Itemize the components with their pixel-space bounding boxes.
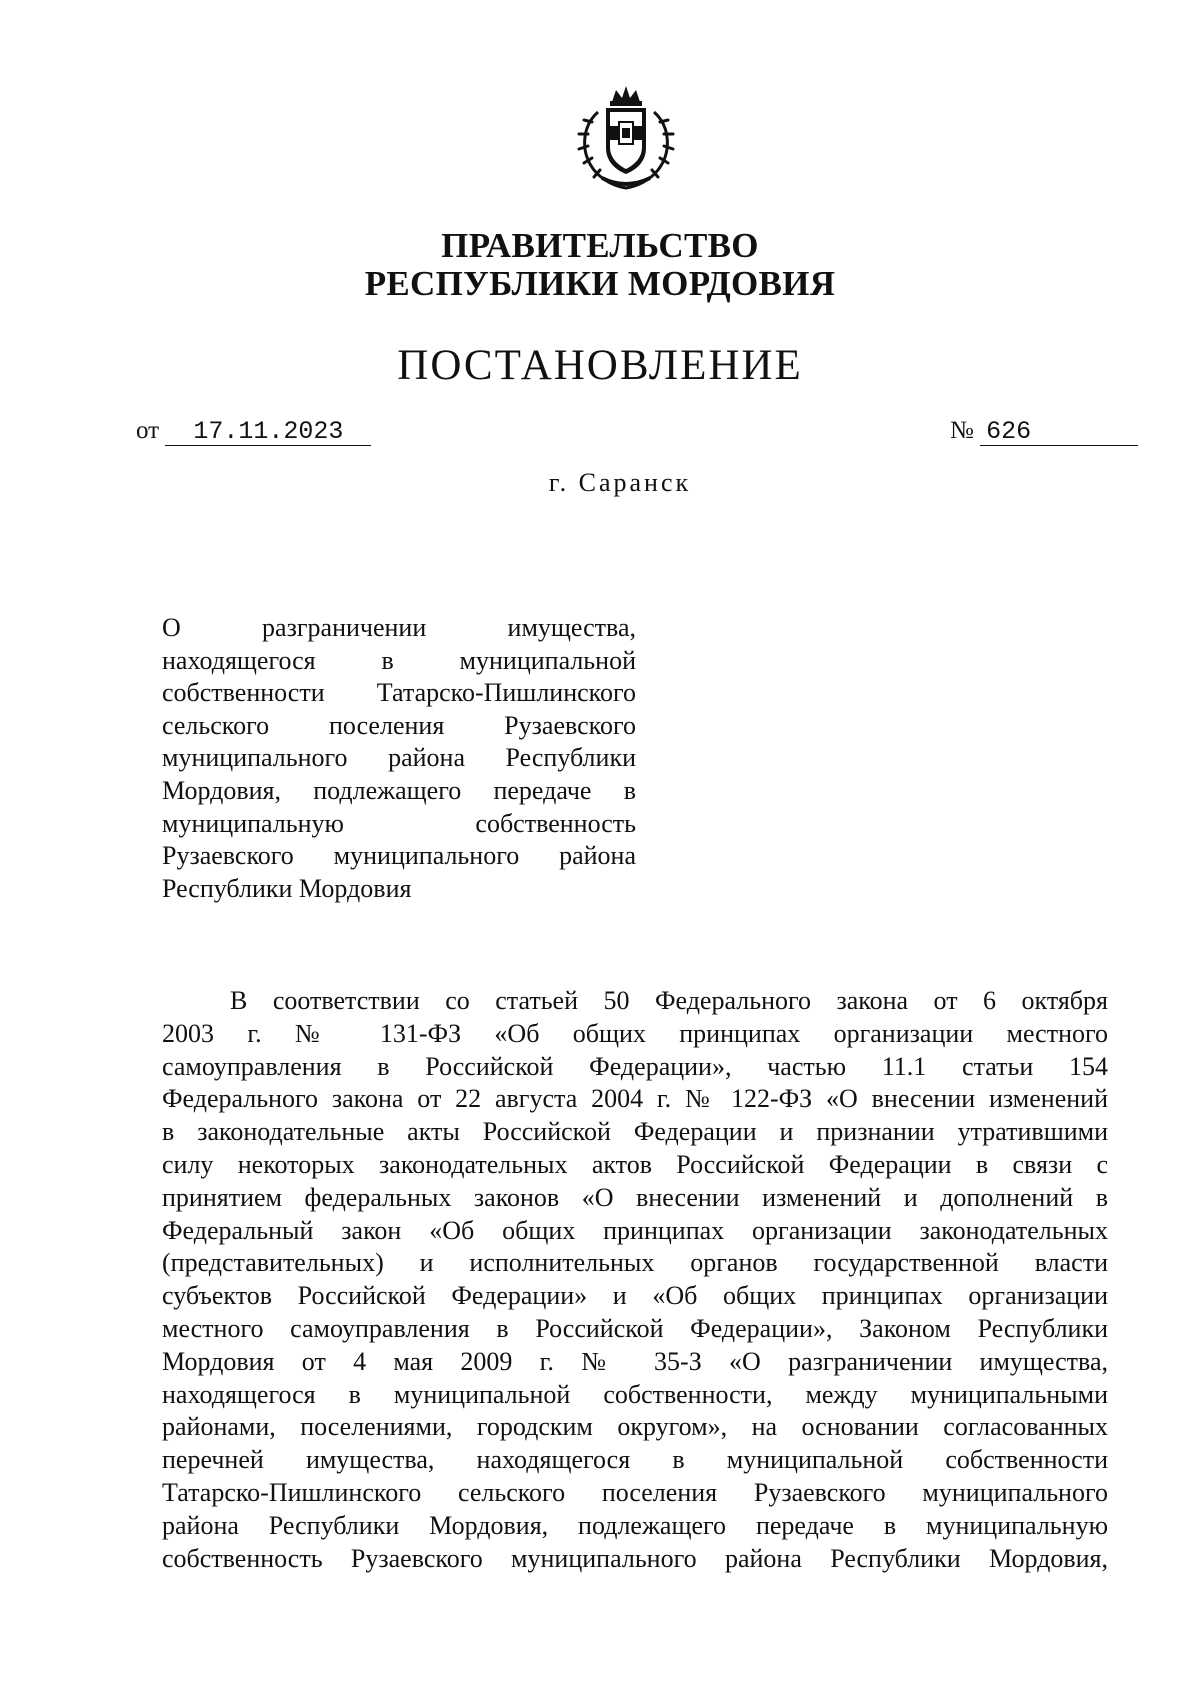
date-value: 17.11.2023 [165, 419, 371, 446]
body-line: Мордовия от 4 мая 2009 г. № 35-З «О разграничении имущества, [162, 1346, 1108, 1376]
subject-line: собственности Татарско-Пишлинского [162, 678, 636, 708]
body-line: находящегося в муниципальной собственности, между муниципальными [162, 1379, 1108, 1409]
body-line: районами, поселениями, городским округом», на основании согласованных [162, 1412, 1108, 1442]
body-line: в законодательные акты Российской Федерации и признании утратившими [162, 1117, 1108, 1147]
subject-line: Мордовия, подлежащего передаче в [162, 775, 636, 805]
subject-line: муниципальную собственность [162, 808, 636, 838]
body-line: В соответствии со статьей 50 Федерального закона от 6 октября [230, 986, 1108, 1015]
body-line: перечней имущества, находящегося в муниципальной собственности [162, 1445, 1108, 1475]
body-line: района Республики Мордовия, подлежащего передаче в муниципальную [162, 1510, 1108, 1540]
resolution-body [162, 985, 1108, 1575]
subject-line: муниципального района Республики [162, 743, 636, 773]
body-line: принятием федеральных законов «О внесении изменений и дополнений в [162, 1182, 1108, 1212]
body-line: субъектов Российской Федерации» и «Об общих принципах организации [162, 1281, 1108, 1311]
body-line: Федеральный закон «Об общих принципах организации законодательных [162, 1215, 1108, 1245]
document-type-title: ПОСТАНОВЛЕНИЕ [397, 342, 803, 389]
subject-line: находящегося в муниципальной [162, 645, 636, 675]
number-value: 626 [980, 419, 1138, 446]
date-prefix: от [136, 417, 160, 444]
subject-line: Рузаевского муниципального района [162, 841, 636, 871]
body-line: Татарско-Пишлинского сельского поселения Рузаевского муниципального [162, 1477, 1108, 1507]
document-number [950, 418, 1138, 446]
government-name-line1: ПРАВИТЕЛЬСТВО [441, 226, 759, 265]
city-name: г. Саранск [548, 468, 692, 497]
subject-line: сельского поселения Рузаевского [162, 710, 636, 740]
coat-of-arms-icon [568, 82, 684, 194]
number-prefix: № [950, 417, 974, 444]
document-date [136, 418, 371, 446]
subject-line: Республики Мордовия [162, 873, 412, 903]
body-line: силу некоторых законодательных актов Российской Федерации в связи с [162, 1149, 1108, 1179]
body-line: самоуправления в Российской Федерации», частью 11.1 статьи 154 [162, 1051, 1108, 1081]
body-line: местного самоуправления в Российской Федерации», Законом Республики [162, 1313, 1108, 1343]
resolution-subject [162, 612, 636, 905]
body-line: собственность Рузаевского муниципального района Республики Мордовия, [162, 1543, 1108, 1573]
government-name-line2: РЕСПУБЛИКИ МОРДОВИЯ [364, 264, 836, 303]
body-line: (представительных) и исполнительных органов государственной власти [162, 1248, 1108, 1278]
subject-line: О разграничении имущества, [162, 613, 636, 642]
body-line: Федерального закона от 22 августа 2004 г. № 122-ФЗ «О внесении изменений [162, 1084, 1108, 1114]
body-line: 2003 г. № 131-ФЗ «Об общих принципах организации местного [162, 1018, 1108, 1048]
